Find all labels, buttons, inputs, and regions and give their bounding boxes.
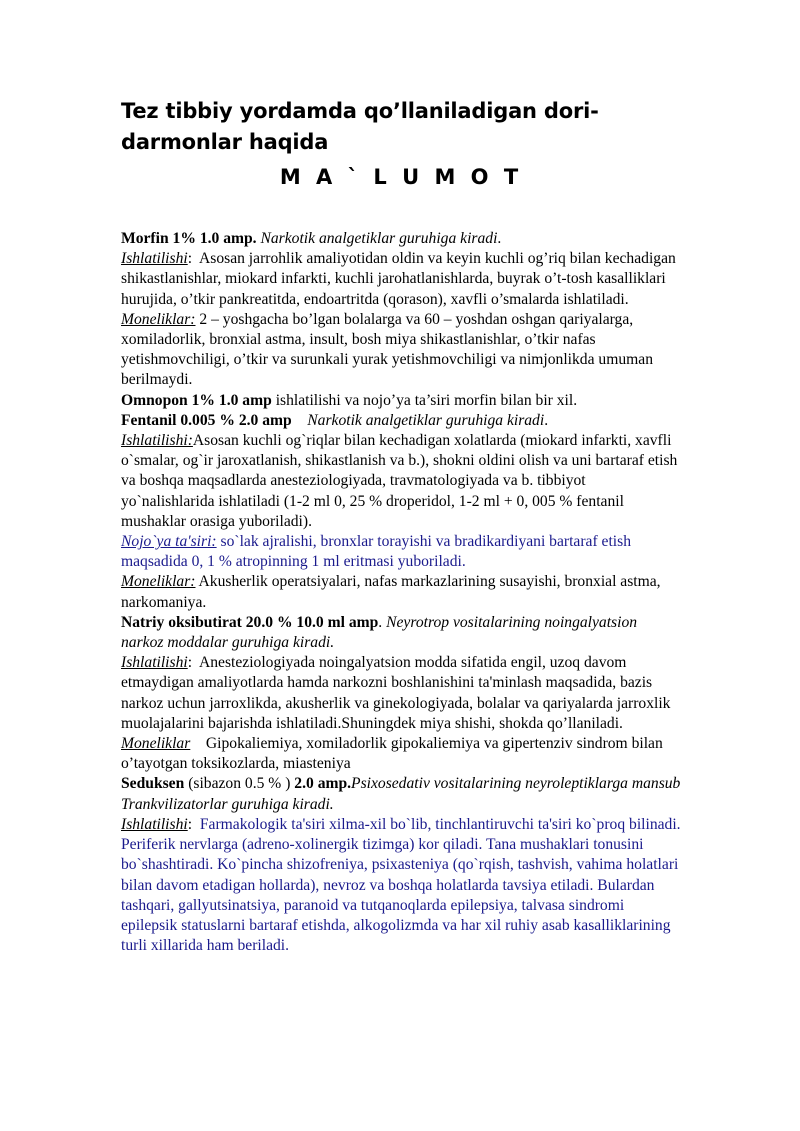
natriy-heading: Natriy oksibutirat 20.0 % 10.0 ml amp. Neyrotrop vositalarining noingalyatsion narkoz moddalar guruhiga kiradi. xyxy=(121,613,638,652)
contra-label-morfin: Moneliklar: xyxy=(121,310,196,328)
usage-label-morfin: Ishlatilishi xyxy=(121,250,188,268)
natriy-usage: Ishlatilishi: Anesteziologiyada noingalyatsion modda sifatida engil, uzoq davom etmaydigan amaliyotlarda hamda narkozni boshlanishini ta'minlash maqsadida, bazis narkoz uchun jarroxlikda, akusherlik va ginekologiyada, bolalar va qariyalarda jarroxlik muolajalarini bajarishda ishlatiladi.Shuningdek miya shishi, shokda qo’llaniladi. xyxy=(121,654,671,732)
contra-text-fentanil: Akusherlik operatsiyalari, nafas markazlarining susayishi, bronxial astma, narkomaniya. xyxy=(121,573,661,611)
seduksen-paren: (sibazon 0.5 % ) xyxy=(188,775,291,793)
omnopon-text: ishlatilishi va nojo’ya ta’siri morfin bilan bir xil. xyxy=(275,391,578,409)
side-text-fentanil: so`lak ajralishi, bronxlar torayishi va bradikardiyani bartaraf etish maqsadida 0, 1 % atropinning 1 ml eritmasi yuboriladi. xyxy=(121,533,632,571)
drug-name-seduksen: Seduksen xyxy=(121,775,185,793)
contra-label-natriy: Moneliklar xyxy=(121,735,191,753)
fentanil-contra xyxy=(121,572,681,612)
drug-group-natriy: Neyrotrop vositalarining noingalyatsion narkoz moddalar guruhiga kiradi. xyxy=(121,613,638,652)
contra-label-fentanil: Moneliklar: xyxy=(121,573,196,591)
contra-text-natriy: Gipokaliemiya, xomiladorlik gipokaliemiya va gipertenziv sindrom bilan o’tayotgan toksikozlarda, miasteniya xyxy=(121,735,663,773)
usage-label-seduksen: Ishlatilishi xyxy=(121,815,188,833)
fentanil-usage xyxy=(121,431,681,532)
drug-group-morfin: Narkotik analgetiklar guruhiga kiradi xyxy=(260,230,498,247)
morfin-usage: Ishlatilishi: Asosan jarrohlik amaliyotidan oldin va keyin kuchli og’riq bilan kechadigan shikastlanishlar, miokard infarkti, kuchli jarohatlanishlarda, buyrak o’t-tosh kasalliklari hurujida, o’tkir pankreatitda, endoartritda (qorason), xavfli o’smalarda ishlatiladi. xyxy=(121,250,676,308)
usage-text-seduksen: Farmakologik ta'siri xilma-xil bo`lib, tinchlantiruvchi ta'siri ko`proq bilinadi. Periferik nervlarga (adreno-xolinergik tizimga) kor qiladi. Tana mushaklari tonusini bo`shashtiradi. Ko`pincha shizofreniya, psixasteniya (qo`rqish, tashvish, vahima holatlari bilan davom etadigan hollarda), nevroz va boshqa holatlarda tavsiya etiladi. Bulardan tashqari, gallyutsinatsiya, paranoid va tutqanoqlarda epilepsiya, talvasa sindromi epilepsik statuslarni bartaraf etishda, alkogolizmda va har xil ruhiy asab kasalliklarining turli xillarida ham beriladi. xyxy=(121,815,681,955)
document-page xyxy=(121,96,681,956)
seduksen-heading xyxy=(121,774,681,814)
document-title: Tez tibbiy yordamda qo’llaniladigan dori-darmonlar haqida xyxy=(121,99,599,154)
document-subtitle: M A ` L U M O T xyxy=(279,165,523,189)
usage-label-natriy: Ishlatilishi xyxy=(121,654,188,672)
morfin-heading: Morfin 1% 1.0 amp. Narkotik analgetiklar guruhiga kiradi. xyxy=(121,230,502,247)
drug-group-fentanil: Narkotik analgetiklar guruhiga kiradi xyxy=(307,411,545,429)
drug-name-omnopon: Omnopon 1% 1.0 amp xyxy=(121,391,272,409)
fentanil-heading: Fentanil 0.005 % 2.0 amp Narkotik analgetiklar guruhiga kiradi. xyxy=(121,411,549,429)
natriy-contra xyxy=(121,734,681,774)
usage-label-fentanil: Ishlatilishi: xyxy=(121,432,193,450)
usage-text-natriy: Anesteziologiyada noingalyatsion modda sifatida engil, uzoq davom etmaydigan amaliyotlarda hamda narkozni boshlanishini ta'minlash maqsadida, bazis narkoz uchun jarroxlikda, akusherlik va ginekologiyada, bolalar va qariyalarda jarroxlik muolajalarini bajarishda ishlatiladi.Shuningdek miya shishi, shokda qo’llaniladi. xyxy=(121,654,671,732)
usage-text-morfin: Asosan jarrohlik amaliyotidan oldin va keyin kuchli og’riq bilan kechadigan shikastlanishlar, miokard infarkti, kuchli jarohatlanishlarda, buyrak o’t-tosh kasalliklari hurujida, o’tkir pankreatitda, endoartritda (qorason), xavfli o’smalarda ishlatiladi. xyxy=(121,250,676,308)
seduksen-usage: Ishlatilishi: Farmakologik ta'siri xilma-xil bo`lib, tinchlantiruvchi ta'siri ko`proq bilinadi. Periferik nervlarga (adreno-xolinergik tizimga) kor qiladi. Tana mushaklari tonusini bo`shashtiradi. Ko`pincha shizofreniya, psixasteniya (qo`rqish, tashvish, vahima holatlari bilan davom etadigan hollarda), nevroz va boshqa holatlarda tavsiya etiladi. Bulardan tashqari, gallyutsinatsiya, paranoid va tutqanoqlarda epilepsiya, talvasa sindromi epilepsik statuslarni bartaraf etishda, alkogolizmda va har xil ruhiy asab kasalliklarining turli xillarida ham beriladi. xyxy=(121,815,681,955)
seduksen-dose: 2.0 amp. xyxy=(294,775,352,793)
drug-name-morfin: Morfin 1% 1.0 amp. xyxy=(121,230,257,247)
drug-group-seduksen: Psixosedativ vositalarining neyroleptiklarga mansub Trankvilizatorlar guruhiga kiradi. xyxy=(121,775,681,813)
drug-name-fentanil: Fentanil 0.005 % 2.0 amp xyxy=(121,411,292,429)
side-label-fentanil: Nojo`ya ta'siri: xyxy=(121,533,217,551)
morfin-contra xyxy=(121,310,681,391)
omnopon-paragraph xyxy=(121,391,681,411)
contra-text-morfin: 2 – yoshgacha bo’lgan bolalarga va 60 – yoshdan oshgan qariyalarga, xomiladorlik, bronxial astma, insult, bosh miya shikastlanishlar, o’tkir nafas yetishmovchiligi, o’tkir va surunkali yurak yetishmovchiligi va nimjonlikda umuman berilmaydi. xyxy=(121,310,653,389)
document-body xyxy=(121,229,681,956)
usage-text-fentanil: Asosan kuchli og`riqlar bilan kechadigan xolatlarda (miokard infarkti, xavfli o`smalar, og`ir jaroxatlanish, shikastlanish va b.), shokni oldini olish va uni bartaraf etish va boshqa maqsadlarda anesteziologiyada, travmatologiyada va b. tibbiyot yo`nalishlarida ishlatiladi (1-2 ml 0, 25 % droperidol, 1-2 ml + 0, 005 % fentanil mushaklar orasiga yuboriladi). xyxy=(121,432,678,530)
fentanil-side-effects xyxy=(121,532,681,572)
drug-name-natriy: Natriy oksibutirat 20.0 % 10.0 ml amp xyxy=(121,613,379,631)
